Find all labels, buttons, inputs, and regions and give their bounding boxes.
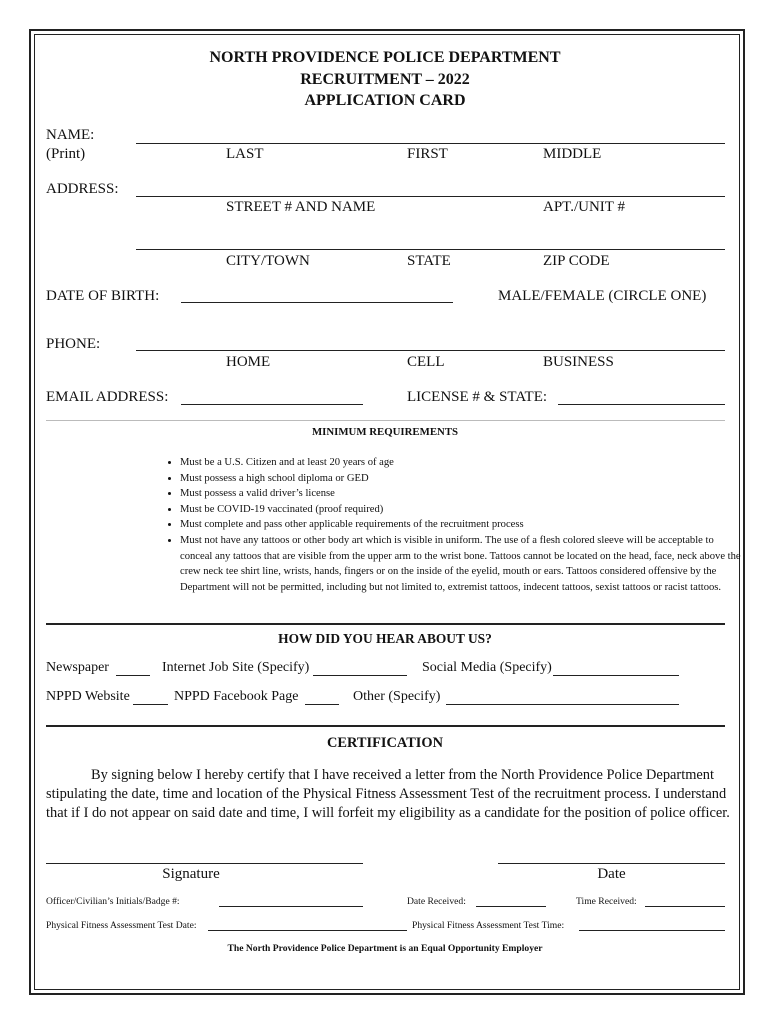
gender-label: MALE/FEMALE (CIRCLE ONE): [498, 288, 707, 304]
other-label: Other (Specify): [353, 689, 441, 704]
certification-heading: CERTIFICATION: [327, 735, 443, 751]
hear-heading: HOW DID YOU HEAR ABOUT US?: [278, 631, 492, 646]
requirements-list: [162, 455, 745, 595]
license-input-line[interactable]: [558, 404, 725, 405]
website-input-line[interactable]: [133, 704, 168, 705]
name-input-line[interactable]: [136, 143, 725, 144]
city-input-line[interactable]: [136, 249, 725, 250]
zip-caption: ZIP CODE: [543, 253, 610, 269]
requirement-item: • Must be a U.S. Citizen and at least 20 years of age: [180, 455, 745, 471]
date-received-label: Date Received:: [407, 896, 466, 907]
phone-input-line[interactable]: [136, 350, 725, 351]
time-received-input-line[interactable]: [645, 906, 725, 907]
street-caption: STREET # AND NAME: [226, 199, 376, 215]
requirement-item: • Must possess a high school diploma or GED: [180, 471, 745, 487]
newspaper-input-line[interactable]: [116, 675, 150, 676]
middle-name-caption: MIDDLE: [543, 146, 602, 162]
test-date-input-line[interactable]: [208, 930, 407, 931]
requirement-item: • Must complete and pass other applicable requirements of the recruitment process: [180, 517, 745, 533]
address-label: ADDRESS:: [46, 181, 119, 197]
newspaper-label: Newspaper: [46, 660, 109, 675]
first-name-caption: FIRST: [407, 146, 448, 162]
internet-label: Internet Job Site (Specify): [162, 660, 310, 675]
signature-line[interactable]: [46, 863, 363, 864]
home-phone-caption: HOME: [226, 354, 271, 370]
business-phone-caption: BUSINESS: [543, 354, 614, 370]
email-label: EMAIL ADDRESS:: [46, 389, 169, 405]
other-input-line[interactable]: [446, 704, 679, 705]
time-received-label: Time Received:: [576, 896, 637, 907]
social-input-line[interactable]: [553, 675, 679, 676]
email-input-line[interactable]: [181, 404, 363, 405]
date-caption: Date: [597, 866, 626, 882]
dob-input-line[interactable]: [181, 302, 453, 303]
date-received-input-line[interactable]: [476, 906, 546, 907]
last-name-caption: LAST: [226, 146, 264, 162]
certification-text: By signing below I hereby certify that I have received a letter from the North Providence Police Department stipulating the date, time and location of the Physical Fitness Assessment Test of the recruitment process. I understand that if I do not appear on said date and time, I will forfeit my eligibility as a candidate for the position of police officer.: [46, 767, 730, 821]
section-divider: [46, 623, 725, 625]
recruitment-title: RECRUITMENT – 2022: [300, 71, 470, 88]
application-card-title: APPLICATION CARD: [304, 92, 466, 109]
apt-caption: APT./UNIT #: [543, 199, 625, 215]
section-divider: [46, 725, 725, 727]
facebook-label: NPPD Facebook Page: [174, 689, 299, 704]
requirements-heading: MINIMUM REQUIREMENTS: [311, 426, 459, 438]
name-print-label: (Print): [46, 146, 86, 162]
test-time-label: Physical Fitness Assessment Test Time:: [412, 920, 565, 931]
internet-input-line[interactable]: [313, 675, 407, 676]
state-caption: STATE: [407, 253, 451, 269]
license-label: LICENSE # & STATE:: [407, 389, 548, 405]
equal-opportunity-footer: The North Providence Police Department is an Equal Opportunity Employer: [227, 943, 543, 954]
street-input-line[interactable]: [136, 196, 725, 197]
section-divider: [46, 420, 725, 421]
dob-label: DATE OF BIRTH:: [46, 288, 160, 304]
cell-phone-caption: CELL: [407, 354, 445, 370]
requirement-item: • Must possess a valid driver’s license: [180, 486, 745, 502]
test-time-input-line[interactable]: [579, 930, 725, 931]
test-date-label: Physical Fitness Assessment Test Date:: [46, 920, 197, 931]
facebook-input-line[interactable]: [305, 704, 339, 705]
city-caption: CITY/TOWN: [226, 253, 310, 269]
requirement-item: • Must not have any tattoos or other body art which is visible in uniform. The use of a flesh colored sleeve will be acceptable to conceal any tattoos that are visible from the upper arm to the wrist bone. Tattoos cannot be located on the head, face, neck above the crew neck tee shirt line, wrists, hands, fingers or on the inside of the eyelid, mouth or ears. Tattoos considered offensive by the Department will not be permitted, including but not limited to, extremist tattoos, indecent tattoos, sexist tattoos or racist tattoos.: [180, 533, 745, 595]
website-label: NPPD Website: [46, 689, 130, 704]
department-title: NORTH PROVIDENCE POLICE DEPARTMENT: [209, 49, 561, 66]
officer-input-line[interactable]: [219, 906, 363, 907]
social-label: Social Media (Specify): [422, 660, 552, 675]
phone-label: PHONE:: [46, 336, 101, 352]
name-label: NAME:: [46, 127, 95, 143]
officer-label: Officer/Civilian’s Initials/Badge #:: [46, 896, 180, 907]
date-line[interactable]: [498, 863, 725, 864]
requirement-item: • Must be COVID-19 vaccinated (proof required): [180, 502, 745, 518]
signature-caption: Signature: [162, 866, 220, 882]
